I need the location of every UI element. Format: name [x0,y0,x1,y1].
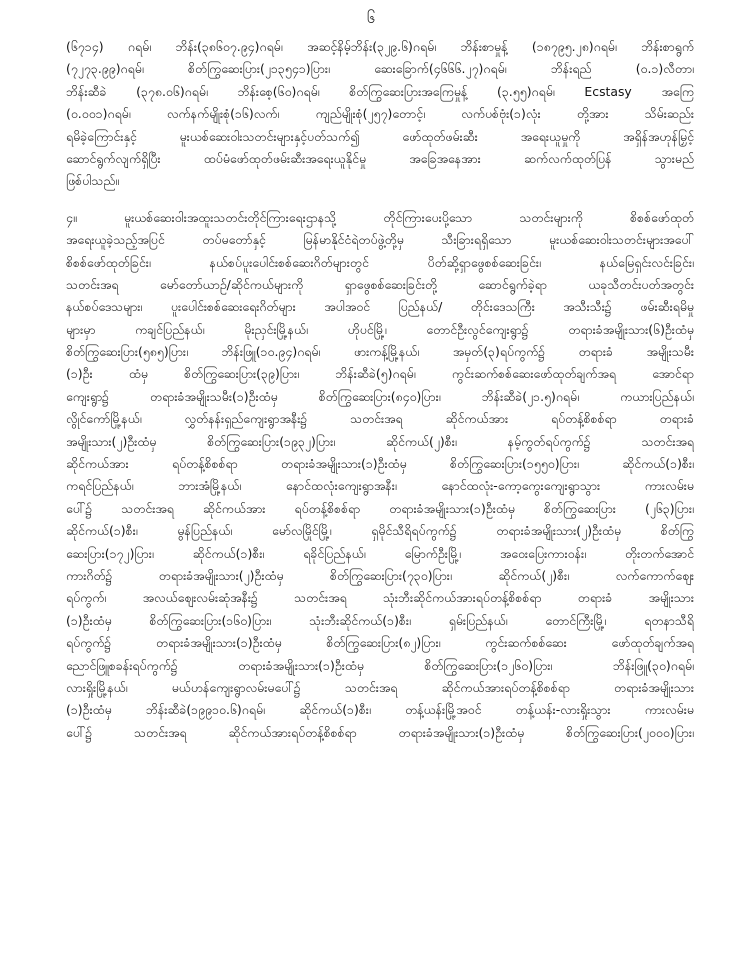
paragraph-seizure-summary [66,36,694,193]
text-line: ကရင်ပြည်နယ်၊ ဘားအံမြို့နယ်၊ နောင်ထလုံးကျေးရွာအနီး၊ နောင်ထလုံး-ကော့ကွေးကျေးရွာသွား ကားလမ်းမ [66,478,694,494]
document-body [66,36,694,744]
text-line: နယ်စပ်ဒေသများ၊ ပူးပေါင်းစစ်ဆေးရေးဂိတ်များ အပါအဝင် ပြည်နယ်/ တိုင်းဒေသကြီး အသီးသီး၌ ဖမ်းဆီးရမိမှု [66,299,694,315]
text-line: (၁)ဦး ထံမှ စိတ်ကြွဆေးပြား(၃၉)ပြား၊ ဘိန်းဆီခဲ(၅)ဂရမ်၊ ကွင်းဆက်စစ်ဆေးဖော်ထုတ်ချက်အရ အောင်ရာ [66,366,694,382]
text-line: အရေးယူခဲ့သည့်အပြင် တပ်မတော်နှင့် မြန်မာနိုင်ငံရဲတပ်ဖွဲ့တို့မှ သီးခြားရရှိသော မူးယစ်ဆေးဝါးသတင်းများအပေါ် [66,232,694,248]
text-line: များမှာ ကချင်ပြည်နယ်၊ မိုးညှင်းမြို့နယ်၊ ဟိုပင်မြို့၊ တောင်ဦးလွင်ကျေးရွာ၌ တရားခံအမျိုးသား(၆)ဦးထံမှ [66,321,694,337]
text-line: ဆိုင်ကယ်(၁)စီး၊ မွန်ပြည်နယ်၊ မော်လမြိုင်မြို့၊ ရှမိုင်သီရိရပ်ကွက်၌ တရားခံအမျိုးသား(၂)ဦးထံမှ စိတ်ကြွ [66,523,694,539]
text-line: ပေါ်၌ သတင်းအရ ဆိုင်ကယ်အား ရပ်တန့်စိစစ်ရာ တရားခံအမျိုးသား(၁)ဦးထံမှ စိတ်ကြွဆေးပြား (၂၆၃)ပြား၊ [66,500,694,516]
text-line: ပေါ်၌ သတင်းအရ ဆိုင်ကယ်အားရပ်တန့်စိစစ်ရာ တရားခံအမျိုးသား(၁)ဦးထံမှ စိတ်ကြွဆေးပြား(၂၀၀၀)ပြား၊ [66,724,694,740]
text-line: ဆိုင်ကယ်အား ရပ်တန့်စိစစ်ရာ တရားခံအမျိုးသား(၁)ဦးထံမှ စိတ်ကြွဆေးပြား(၁၅၅၀)ပြား၊ ဆိုင်ကယ်(၁)စီး၊ [66,456,694,472]
text-line: လားရှိုးမြို့နယ်၊ မယ်ဟန်ကျေးရွာလမ်းမပေါ်၌ သတင်းအရ ဆိုင်ကယ်အားရပ်တန့်စိစစ်ရာ တရားခံအမျိုးသား [66,679,694,695]
text-line: (၁)ဦးထံမှ ဘိန်းဆီခဲ(၁၉၉၁၀.၆)ဂရမ်၊ ဆိုင်ကယ်(၁)စီး၊ တန့်ယန်းမြို့အဝင် တန့်ယန်း-လားရှိုးသွား ကားလမ်းမ [66,702,694,718]
text-line: ဆောင်ရွက်လျက်ရှိပြီး ထပ်မံဖော်ထုတ်ဖမ်းဆီးအရေးယူနိုင်မှု အခြေအနေအား ဆက်လက်ထုတ်ပြန် သွားမည် [66,150,694,166]
text-line: ၄။ မူးယစ်ဆေးဝါးအထူးသတင်းတိုင်ကြားရေးဌာနသို့ တိုင်ကြားပေးပို့သော သတင်းများကို စိစစ်ဖော်ထုတ် [66,209,694,225]
text-line: ဘိန်းဆီခဲ (၃၇၈.၀၆)ဂရမ်၊ ဘိန်းစေ့(၆၀)ဂရမ်၊ စိတ်ကြွဆေးပြားအကြေမှုန့် (၃.၅၅)ဂရမ်၊ Ecstasy အကြေ [66,83,694,99]
paragraph-item-4 [66,207,694,744]
text-line: အမျိုးသား(၂)ဦးထံမှ စိတ်ကြွဆေးပြား(၁၉၃၂)ပြား၊ ဆိုင်ကယ်(၂)စီး၊ နမ့်ကွတ်ရပ်ကွက်၌ သတင်းအရ [66,433,694,449]
text-line: သတင်းအရ မော်တော်ယာဉ်/ဆိုင်ကယ်များကို ရှာဖွေစစ်ဆေးခြင်းတို့ ဆောင်ရွက်ခဲ့ရာ ယခုသီတင်းပတ်အတွင်း [66,276,694,292]
text-line: (၇၂၇၃.၉၉)ဂရမ်၊ စိတ်ကြွဆေးပြား(၂၁၃၅၄၁)ပြား၊ ဆေးခြောက်(၄၆၆၆.၂၇)ဂရမ်၊ ဘိန်းရည် (၀.၁)လီတာ၊ [66,61,694,77]
text-line: ရပ်ကွက်၌ တရားခံအမျိုးသား(၁)ဦးထံမှ စိတ်ကြွဆေးပြား(၈၂)ပြား၊ ကွင်းဆက်စစ်ဆေး ဖော်ထုတ်ချက်အရ [66,635,694,651]
text-line: ဖြစ်ပါသည်။ [66,173,120,189]
text-line: စိစစ်ဖော်ထုတ်ခြင်း၊ နယ်စပ်ပူးပေါင်းစစ်ဆေးဂိတ်များတွင် ပိတ်ဆို့ရှာဖွေစစ်ဆေးခြင်း၊ နယ်မြေရှင်းလင်းခြင်း၊ [66,254,694,270]
text-line: ရပ်ကွက်၊ အလယ်ဈေးလမ်းဆုံအနီး၌ သတင်းအရ သုံးဘီးဆိုင်ကယ်အားရပ်တန့်စိစစ်ရာ တရားခံ အမျိုးသား [66,590,694,606]
text-line: ဆေးပြား(၁၇၂)ပြား၊ ဆိုင်ကယ်(၁)စီး၊ ရခိုင်ပြည်နယ်၊ မြောက်ဦးမြို့၊ အဝေးပြေးကားဝန်း၊ တိုးတက်အောင် [66,545,694,561]
text-line: (၆၇၁၄) ဂရမ်၊ ဘိန်း(၃၈၆၀၇.၉၄)ဂရမ်၊ အဆင့်နိမ့်ဘိန်း(၃၂၉.၆)ဂရမ်၊ ဘိန်းစာမှုန့် (၁၈၇၉၅.၂၈)ဂရမ်၊ ဘိန်းစာရွက် [66,39,694,54]
paragraph-spacer [66,193,694,207]
text-line: ရမိခဲ့ကြောင်းနှင့် မူးယစ်ဆေးဝါးသတင်းများနှင့်ပတ်သက်၍ ဖော်ထုတ်ဖမ်းဆီး အရေးယူမှုကို အရှိန်အဟုန်မြှင့် [66,128,694,144]
text-line: ကားဂိတ်၌ တရားခံအမျိုးသား(၂)ဦးထံမှ စိတ်ကြွဆေးပြား(၇၃၀)ပြား၊ ဆိုင်ကယ်(၂)စီး၊ လက်ကောက်ဈေး [66,567,694,583]
text-line: (၁)ဦးထံမှ စိတ်ကြွဆေးပြား(၁၆၀)ပြား၊ သုံးဘီးဆိုင်ကယ်(၁)စီး၊ ရှမ်းပြည်နယ်၊ တောင်ကြီးမြို့၊ ရတနာသီရိ [66,612,694,628]
text-line: ကျေးရွာ၌ တရားခံအမျိုးသမီး(၁)ဦးထံမှ စိတ်ကြွဆေးပြား(၈၄၀)ပြား၊ ဘိန်းဆီခဲ(၂၁.၅)ဂရမ်၊ ကယားပြည်နယ်၊ [66,388,694,404]
text-line: လွိုင်ကော်မြို့နယ်၊ လွှတ်နန်းရှည်ကျေးရွာအနီး၌ သတင်းအရ ဆိုင်ကယ်အား ရပ်တန့်စိစစ်ရာ တရားခံ [66,411,694,427]
text-line: ညောင်ဖြူစခန်းရပ်ကွက်၌ တရားခံအမျိုးသား(၁)ဦးထံမှ စိတ်ကြွဆေးပြား(၁၂၆၀)ပြား၊ ဘိန်းဖြူ(၃၀)ဂရမ်၊ [66,657,694,673]
text-line: (၀.၀၀၁)ဂရမ်၊ လက်နက်မျိုးစုံ(၁၆)လက်၊ ကျည်မျိုးစုံ(၂၅၇)တောင့်၊ လက်ပစ်ဗုံး(၁)လုံး တို့အား သိမ်းဆည်း [66,106,694,122]
text-line: စိတ်ကြွဆေးပြား(၅၈၅)ပြား၊ ဘိန်းဖြူ(၁၀.၉၄)ဂရမ်၊ ဖားကန့်မြို့နယ်၊ အမှတ်(၃)ရပ်ကွက်၌ တရားခံ အမျိုးသမီး [66,344,694,360]
page-number: ၆ [366,9,376,27]
